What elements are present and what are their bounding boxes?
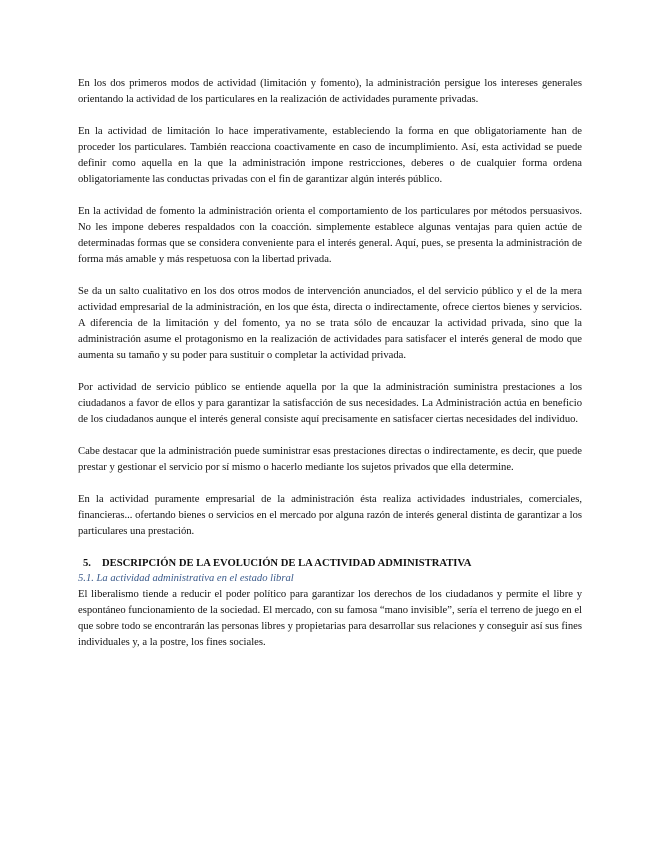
paragraph-public-service: Por actividad de servicio público se entiende aquella por la que la administración suministra prestaciones a los ciudadanos a favor de ellos y para garantizar la satisfacción de sus necesidades. La Administración actúa en beneficio de los ciudadanos aunque el interés general consiste aquí precisamente en satisfacer ciertas necesidades del individuo. <box>78 382 582 425</box>
section-number: 5. <box>83 558 91 569</box>
paragraph-qualitative-leap: Se da un salto cualitativo en los dos otros modos de intervención anunciados, el del servicio público y el de la mera actividad empresarial de la administración, en los que ésta, directa o indirectamente, ofrece ciertos bienes y servicios. A diferencia de la limitación y del fomento, ya no se trata sólo de encauzar la actividad privada, sino que la administración asume el protagonismo en la realización de actividades para satisfacer el interés general de modo que aumenta su tamaño y su poder para sustituir o completar la actividad privada. <box>78 286 582 361</box>
subsection-heading: 5.1. La actividad administrativa en el estado libral <box>78 573 294 584</box>
paragraph-business-activity: En la actividad puramente empresarial de la administración ésta realiza actividades industriales, comerciales, financieras... ofertando bienes o servicios en el mercado por alguna razón de interés general distinta de garantizar a los particulares una prestación. <box>78 494 582 537</box>
section-heading <box>78 556 582 571</box>
paragraph-fomento: En la actividad de fomento la administración orienta el comportamiento de los particulares por métodos persuasivos. No les impone deberes respaldados con la coacción. simplemente establece algunas ventajas para quien actúe de determinadas formas que se considera conveniente para el interés general. Aquí, pues, se presenta la administración de forma más amable y más respetuosa con la libertad privada. <box>78 206 582 265</box>
paragraph-liberalism: El liberalismo tiende a reducir el poder político para garantizar los derechos de los ciudadanos y permite el libre y espontáneo funcionamiento de la sociedad. El mercado, con su famosa “mano invisible”, sería el terreno de juego en el que sobre todo se encontrarán las personas libres y propietarias para desarrollar sus relaciones y conseguir así sus fines individuales y, a la postre, los fines sociales. <box>78 589 582 648</box>
section-title: DESCRIPCIÓN DE LA EVOLUCIÓN DE LA ACTIVIDAD ADMINISTRATIVA <box>102 558 472 569</box>
paragraph-direct-indirect: Cabe destacar que la administración puede suministrar esas prestaciones directas o indirectamente, es decir, que puede prestar y gestionar el servicio por sí mismo o hacerlo mediante los sujetos privados que ella determine. <box>78 446 582 473</box>
document-page <box>78 76 582 651</box>
paragraph-limitation-fomento-intro: En los dos primeros modos de actividad (limitación y fomento), la administración persigue los intereses generales orientando la actividad de los particulares en la realización de actividades puramente privadas. <box>78 78 582 105</box>
paragraph-limitation: En la actividad de limitación lo hace imperativamente, estableciendo la forma en que obligatoriamente han de proceder los particulares. También reacciona coactivamente en caso de incumplimiento. Así, esta actividad se puede definir como aquella en la que la administración impone restricciones, deberes o de cualquier forma ordena obligatoriamente las conductas privadas con el fin de garantizar algún interés público. <box>78 126 582 185</box>
